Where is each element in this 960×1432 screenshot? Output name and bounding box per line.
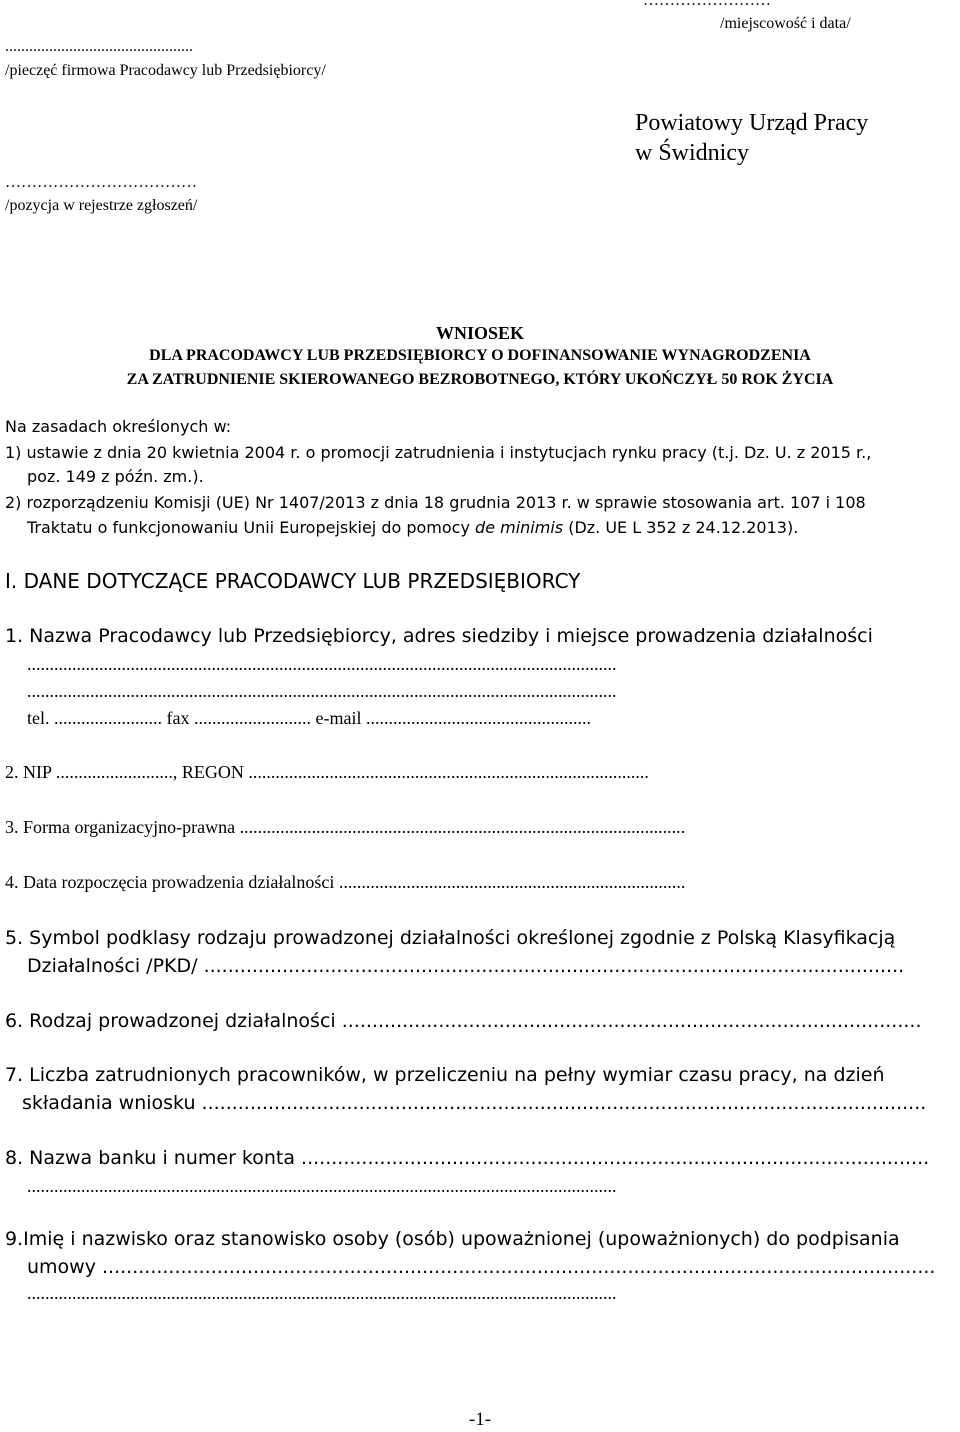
section1-heading: I. DANE DOTYCZĄCE PRACODAWCY LUB PRZEDSIĘBIORCY <box>5 569 581 593</box>
q9-dots-line[interactable]: ................................................................................................................................... <box>27 1283 617 1303</box>
stamp-dots: ............................................... <box>5 38 193 55</box>
basis-item2-text-a: Traktatu o funkcjonowaniu Unii Europejskiej do pomocy <box>27 518 476 537</box>
form-title: WNIOSEK <box>435 323 525 343</box>
office-name-line1: Powiatowy Urząd Pracy <box>635 110 869 136</box>
office-name-line2: w Świdnicy <box>635 140 749 166</box>
q3-legal-form[interactable]: 3. Forma organizacyjno-prawna ................................................................................................... <box>5 817 686 837</box>
date-place-caption: /miejscowość i data/ <box>720 15 851 32</box>
form-subtitle-line1: DLA PRACODAWCY LUB PRZEDSIĘBIORCY O DOFINANSOWANIE WYNAGRODZENIA <box>149 347 811 364</box>
register-dots: ……………………………… <box>5 174 197 191</box>
form-subtitle-line2: ZA ZATRUDNIENIE SKIEROWANEGO BEZROBOTNEGO, KTÓRY UKOŃCZYŁ 50 ROK ŻYCIA <box>126 371 834 388</box>
basis-item2-text-c: (Dz. UE L 352 z 24.12.2013). <box>563 518 799 537</box>
q4-start-date[interactable]: 4. Data rozpoczęcia prowadzenia działalności ............................................................................. <box>5 872 686 892</box>
q8-dots-line[interactable]: ................................................................................................................................... <box>27 1176 617 1196</box>
q7-label-line1: 7. Liczba zatrudnionych pracowników, w przeliczeniu na pełny wymiar czasu pracy, na dzień <box>5 1064 885 1086</box>
de-minimis-term: de minimis <box>475 518 564 537</box>
q7-label-line2[interactable]: składania wniosku ........................................................................................................................ <box>22 1092 927 1114</box>
basis-item2-line2 <box>27 518 798 537</box>
q2-nip-regon[interactable]: 2. NIP .........................., REGON ......................................................................................... <box>5 762 649 782</box>
q1-dots-line2[interactable]: ................................................................................................................................... <box>27 681 617 701</box>
q5-label-line2[interactable]: Działalności /PKD/ .................................................................................................................... <box>27 955 905 977</box>
q8-bank-account[interactable]: 8. Nazwa banku i numer konta ........................................................................................................ <box>5 1147 930 1169</box>
q1-contact-line[interactable]: tel. ........................ fax .......................... e-mail .................................................. <box>27 708 591 728</box>
q9-label-line2[interactable]: umowy .......................................................................................................................................... <box>27 1256 936 1278</box>
register-caption: /pozycja w rejestrze zgłoszeń/ <box>5 197 198 214</box>
q6-activity-type[interactable]: 6. Rodzaj prowadzonej działalności ................................................................................................ <box>5 1010 922 1032</box>
q1-dots-line1[interactable]: ................................................................................................................................... <box>27 654 617 674</box>
q1-label: 1. Nazwa Pracodawcy lub Przedsiębiorcy, adres siedziby i miejsce prowadzenia działalności <box>5 625 873 647</box>
q5-label-line1: 5. Symbol podklasy rodzaju prowadzonej działalności określonej zgodnie z Polską Klasyfikacją <box>5 927 896 949</box>
stamp-caption: /pieczęć firmowa Pracodawcy lub Przedsiębiorcy/ <box>5 62 326 79</box>
basis-intro: Na zasadach określonych w: <box>5 417 232 436</box>
basis-item1-line1: 1) ustawie z dnia 20 kwietnia 2004 r. o promocji zatrudnienia i instytucjach rynku pracy (t.j. Dz. U. z 2015 r., <box>5 443 872 462</box>
page-number: -1- <box>468 1409 492 1430</box>
basis-item1-line2: poz. 149 z późn. zm.). <box>27 467 204 486</box>
basis-item2-line1: 2) rozporządzeniu Komisji (UE) Nr 1407/2013 z dnia 18 grudnia 2013 r. w sprawie stosowania art. 107 i 108 <box>5 493 866 512</box>
q9-label-line1: 9.Imię i nazwisko oraz stanowisko osoby (osób) upoważnionej (upoważnionych) do podpisania <box>5 1228 900 1250</box>
date-place-dots: …………………… <box>643 0 771 9</box>
